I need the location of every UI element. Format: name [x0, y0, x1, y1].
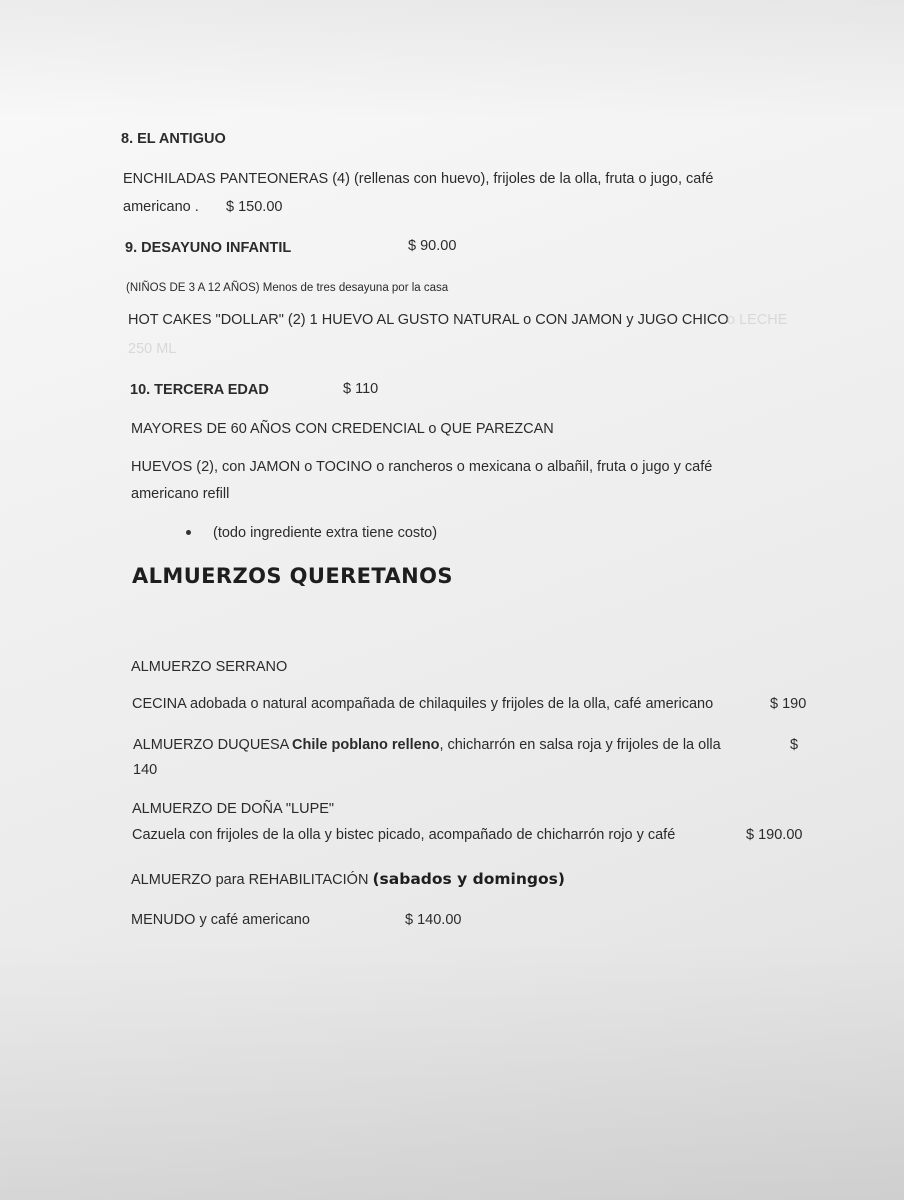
bullet-icon [186, 530, 191, 535]
item-title-almuerzo-lupe: ALMUERZO DE DOÑA "LUPE" [132, 801, 335, 817]
item-title-desayuno-infantil: 9. DESAYUNO INFANTIL [125, 240, 292, 256]
item-note-tercera-edad: MAYORES DE 60 AÑOS CON CREDENCIAL o QUE PAREZCAN [131, 421, 554, 437]
item-price-almuerzo-rehabilitacion: $ 140.00 [405, 912, 462, 928]
item-price-tercera-edad: $ 110 [343, 381, 379, 397]
section-heading-almuerzos: ALMUERZOS QUERETANOS [132, 564, 453, 588]
item-description-tercera-edad: HUEVOS (2), con JAMON o TOCINO o rancheros o mexicana o albañil, fruta o jugo y café [131, 459, 713, 475]
item-title-text: ALMUERZO para REHABILITACIÓN [131, 872, 369, 888]
item-title-tercera-edad: 10. TERCERA EDAD [130, 382, 269, 398]
item-description-almuerzo-duquesa [292, 736, 721, 754]
item-price-almuerzo-serrano: $ 190 [770, 696, 807, 712]
item-note-desayuno-infantil: (NIÑOS DE 3 A 12 AÑOS) Menos de tres desayuna por la casa [126, 282, 449, 294]
item-description-almuerzo-serrano: CECINA adobada o natural acompañada de chilaquiles y frijoles de la olla, café americano [132, 696, 714, 712]
item-price-el-antiguo: $ 150.00 [226, 199, 283, 215]
item-title-almuerzo-serrano: ALMUERZO SERRANO [131, 659, 288, 675]
bullet-note: (todo ingrediente extra tiene costo) [213, 525, 438, 541]
page-shadow-bottom [0, 940, 904, 1200]
item-description-el-antiguo-cont: americano . [123, 199, 199, 215]
item-price-symbol-almuerzo-duquesa: $ [790, 737, 799, 753]
item-description-highlight: Chile poblano relleno [292, 737, 440, 753]
item-price-almuerzo-lupe: $ 190.00 [746, 827, 803, 843]
item-description-almuerzo-lupe: Cazuela con frijoles de la olla y bistec picado, acompañado de chicharrón rojo y café [132, 827, 676, 843]
item-description-faded-cont: 250 ML [128, 341, 177, 357]
item-days: (sabados y domingos) [372, 870, 565, 888]
item-title-almuerzo-rehabilitacion [131, 870, 565, 889]
item-description-el-antiguo: ENCHILADAS PANTEONERAS (4) (rellenas con huevo), frijoles de la olla, fruta o jugo, café [123, 171, 714, 187]
item-description-tercera-edad-cont: americano refill [131, 486, 230, 502]
item-description-almuerzo-rehabilitacion: MENUDO y café americano [131, 912, 310, 928]
item-price-almuerzo-duquesa: 140 [133, 762, 158, 778]
item-title-el-antiguo: 8. EL ANTIGUO [121, 131, 226, 147]
item-description-faded: o LECHE [727, 312, 788, 328]
item-title-almuerzo-duquesa: ALMUERZO DUQUESA [133, 737, 290, 753]
item-description-desayuno-infantil: HOT CAKES "DOLLAR" (2) 1 HUEVO AL GUSTO NATURAL o CON JAMON y JUGO CHICO [128, 312, 729, 328]
item-description-rest: , chicharrón en salsa roja y frijoles de la olla [439, 737, 721, 753]
item-price-desayuno-infantil: $ 90.00 [408, 238, 457, 254]
page-shadow-top [0, 0, 904, 120]
